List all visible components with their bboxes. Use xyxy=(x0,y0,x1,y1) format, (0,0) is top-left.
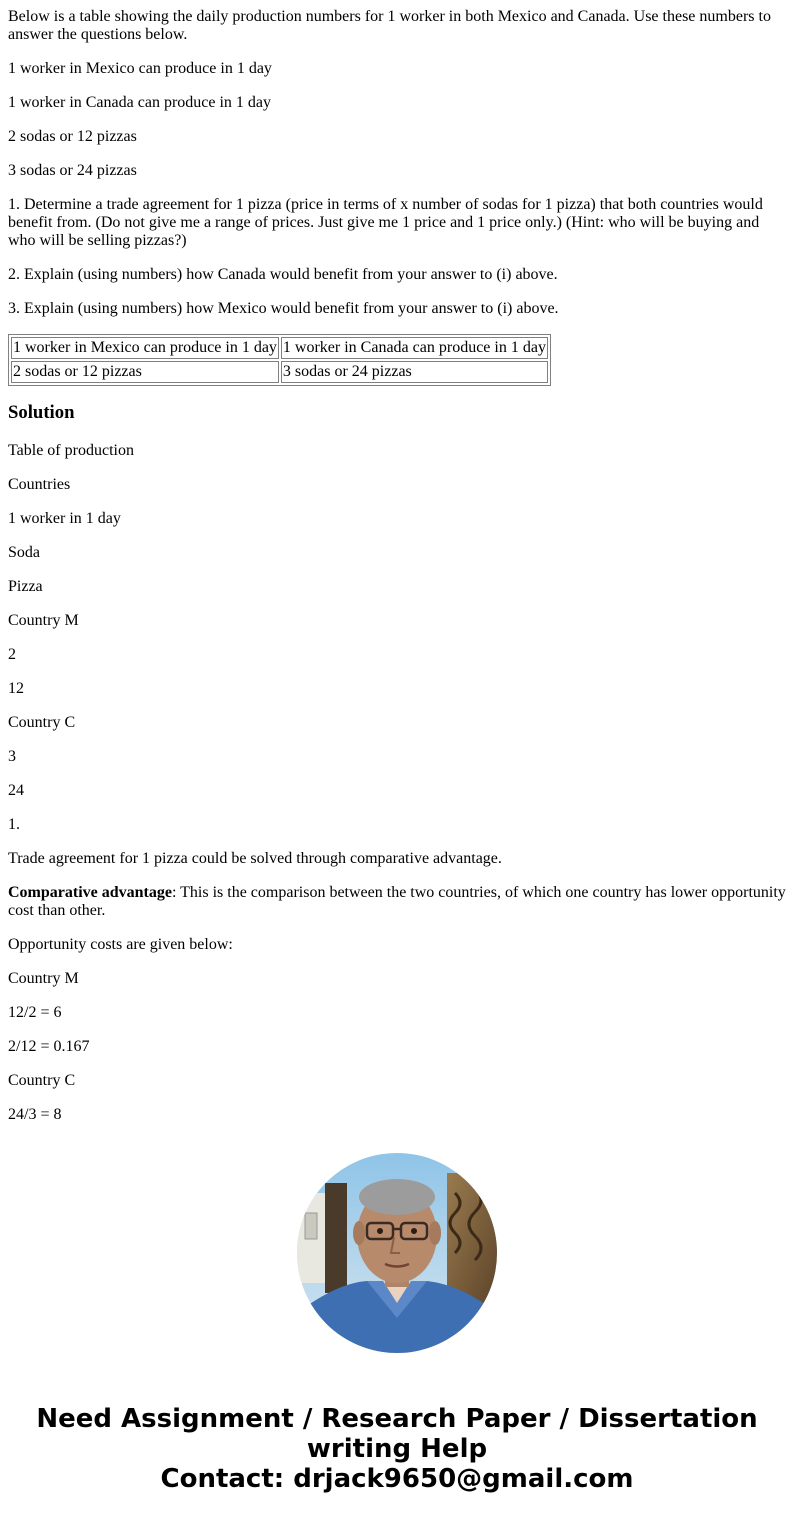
solution-line: Country M xyxy=(8,612,79,629)
table-row xyxy=(11,337,548,359)
solution-line: 12/2 = 6 xyxy=(8,1004,62,1021)
portrait-illustration xyxy=(297,1153,497,1353)
tutor-portrait xyxy=(297,1153,497,1353)
solution-line: 3 xyxy=(8,748,16,765)
question-3: 3. Explain (using numbers) how Mexico would benefit from your answer to (i) above. xyxy=(8,300,559,317)
solution-line: 12 xyxy=(8,680,24,697)
table-cell: 1 worker in Mexico can produce in 1 day xyxy=(11,337,279,359)
solution-line: 2/12 = 0.167 xyxy=(8,1038,90,1055)
promo-line: Need Assignment / Research Paper / Dissertation xyxy=(36,1404,758,1434)
solution-line: Country C xyxy=(8,1072,76,1089)
solution-line: Soda xyxy=(8,544,40,561)
solution-line: 1. xyxy=(8,816,20,833)
question-1: 1. Determine a trade agreement for 1 pizza (price in terms of x number of sodas for 1 pizza) that both countries would benefit from. (Do not give me a range of prices. Just give me 1 price and 1 price only.) (Hint: who will be buying and who will be selling pizzas?) xyxy=(8,196,763,249)
question-intro: Below is a table showing the daily production numbers for 1 worker in both Mexico and Canada. Use these numbers to answer the questions below. xyxy=(8,8,771,43)
solution-line: 2 xyxy=(8,646,16,663)
table-cell: 3 sodas or 24 pizzas xyxy=(281,361,548,383)
table-cell: 2 sodas or 12 pizzas xyxy=(11,361,279,383)
comparative-advantage-definition xyxy=(8,884,786,920)
solution-line: Table of production xyxy=(8,442,134,459)
promo-banner xyxy=(0,1404,794,1494)
solution-line: 24/3 = 8 xyxy=(8,1106,62,1123)
solution-line: 24 xyxy=(8,782,24,799)
solution-heading: Solution xyxy=(8,402,75,423)
solution-line: Countries xyxy=(8,476,71,493)
solution-line: Country C xyxy=(8,714,76,731)
table-row xyxy=(11,361,548,383)
promo-contact: Contact: drjack9650@gmail.com xyxy=(160,1464,634,1494)
question-line: 1 worker in Canada can produce in 1 day xyxy=(8,94,272,111)
solution-line: Country M xyxy=(8,970,79,987)
solution-line: 1 worker in 1 day xyxy=(8,510,121,527)
solution-line: Trade agreement for 1 pizza could be solved through comparative advantage. xyxy=(8,850,502,867)
production-table xyxy=(8,334,551,386)
table-cell: 1 worker in Canada can produce in 1 day xyxy=(281,337,548,359)
comparative-def: : This is the comparison between the two countries, of which one country has lower opportunity cost than other. xyxy=(8,884,786,919)
promo-line: writing Help xyxy=(306,1434,488,1464)
solution-line: Pizza xyxy=(8,578,43,595)
question-2: 2. Explain (using numbers) how Canada would benefit from your answer to (i) above. xyxy=(8,266,558,283)
comparative-term: Comparative advantage xyxy=(8,884,172,901)
question-line: 1 worker in Mexico can produce in 1 day xyxy=(8,60,272,77)
question-line: 2 sodas or 12 pizzas xyxy=(8,128,137,145)
solution-line: Opportunity costs are given below: xyxy=(8,936,233,953)
question-line: 3 sodas or 24 pizzas xyxy=(8,162,137,179)
